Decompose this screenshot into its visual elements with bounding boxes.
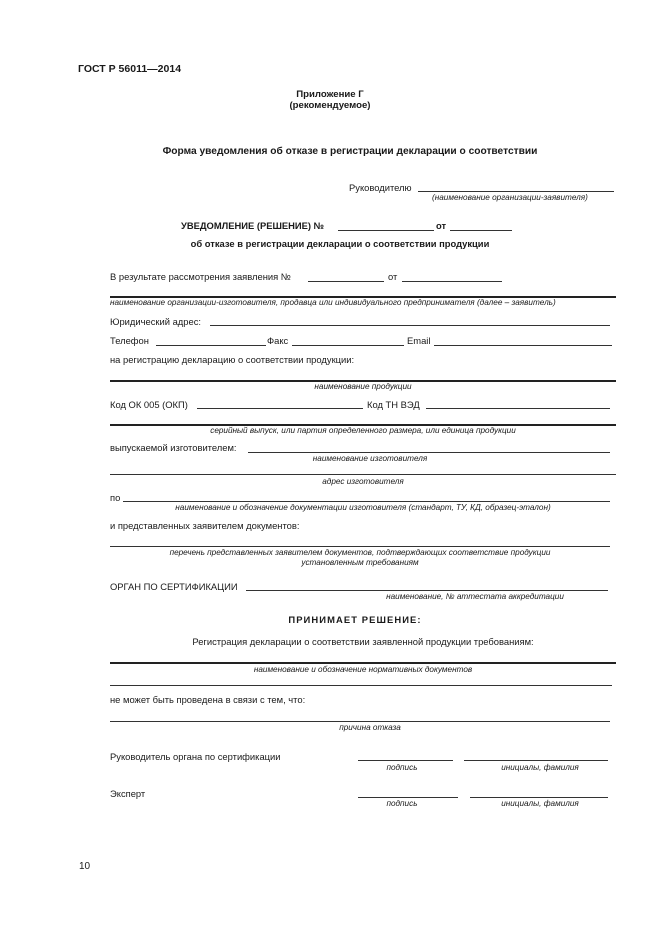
submitted-docs-line[interactable] bbox=[110, 546, 610, 547]
head-signature-line[interactable] bbox=[358, 760, 453, 761]
phone-label: Телефон bbox=[110, 335, 149, 346]
head-name-caption: инициалы, фамилия bbox=[501, 763, 579, 772]
email-label: Email bbox=[407, 335, 431, 346]
phone-line[interactable] bbox=[156, 345, 266, 346]
manufacturer-address-line[interactable] bbox=[110, 474, 616, 475]
docs-caption: наименование и обозначение документации изготовителя (стандарт, ТУ, КД, образец-эталон) bbox=[175, 503, 551, 512]
addressee-label: Руководителю bbox=[349, 182, 412, 193]
notice-date-line[interactable] bbox=[450, 230, 512, 231]
email-line[interactable] bbox=[434, 345, 612, 346]
applicant-caption: наименование организации-изготовителя, продавца или индивидуального предпринимателя (далее – заявитель) bbox=[110, 298, 556, 307]
cannot-text: не может быть проведена в связи с тем, что: bbox=[110, 694, 306, 705]
standard-number: ГОСТ Р 56011—2014 bbox=[78, 63, 182, 75]
fax-line[interactable] bbox=[292, 345, 404, 346]
application-date-line[interactable] bbox=[402, 281, 502, 282]
manufacturer-address-caption: адрес изготовителя bbox=[322, 477, 404, 486]
decision-registration-text: Регистрация декларации о соответствии заявленной продукции требованиям: bbox=[192, 636, 534, 647]
head-signature-caption: подпись bbox=[386, 763, 418, 772]
manufactured-label: выпускаемой изготовителем: bbox=[110, 442, 237, 453]
application-number-line[interactable] bbox=[308, 281, 384, 282]
submitted-caption-1: перечень представленных заявителем документов, подтверждающих соответствие продукции bbox=[169, 548, 551, 557]
legal-address-line[interactable] bbox=[210, 325, 610, 326]
tnved-line[interactable] bbox=[426, 408, 610, 409]
notice-title: УВЕДОМЛЕНИЕ (РЕШЕНИЕ) № bbox=[181, 220, 325, 231]
okp-line[interactable] bbox=[197, 408, 363, 409]
product-caption: наименование продукции bbox=[314, 382, 412, 391]
expert-signature-caption: подпись bbox=[386, 799, 418, 808]
norm-docs-line[interactable] bbox=[110, 662, 616, 664]
legal-address-label: Юридический адрес: bbox=[110, 316, 201, 327]
okp-label: Код ОК 005 (ОКП) bbox=[110, 399, 188, 410]
docs-line[interactable] bbox=[123, 501, 610, 502]
submitted-caption-2: установленным требованиям bbox=[301, 558, 419, 567]
addressee-line[interactable] bbox=[418, 191, 614, 192]
decision-heading: ПРИНИМАЕТ РЕШЕНИЕ: bbox=[288, 614, 422, 625]
review-from: от bbox=[388, 271, 398, 282]
submitted-label: и представленных заявителем документов: bbox=[110, 520, 300, 531]
expert-label: Эксперт bbox=[110, 788, 146, 799]
notice-subtitle: об отказе в регистрации декларации о соответствии продукции bbox=[190, 238, 490, 249]
expert-signature-line[interactable] bbox=[358, 797, 458, 798]
page-number: 10 bbox=[79, 861, 91, 872]
registration-label: на регистрацию декларацию о соответствии продукции: bbox=[110, 354, 355, 365]
expert-name-line[interactable] bbox=[470, 797, 608, 798]
by-label: по bbox=[110, 492, 121, 503]
addressee-caption: (наименование организации-заявителя) bbox=[432, 193, 588, 202]
annex-subtitle: (рекомендуемое) bbox=[289, 100, 371, 111]
tnved-label: Код ТН ВЭД bbox=[367, 399, 420, 410]
notice-from: от bbox=[436, 220, 447, 231]
reason-caption: причина отказа bbox=[339, 723, 401, 732]
cert-body-line[interactable] bbox=[246, 590, 608, 591]
form-title: Форма уведомления об отказе в регистрации декларации о соответствии bbox=[162, 146, 538, 157]
fax-label: Факс bbox=[267, 335, 289, 346]
annex-title: Приложение Г bbox=[296, 89, 364, 100]
review-label: В результате рассмотрения заявления № bbox=[110, 271, 291, 282]
head-name-line[interactable] bbox=[464, 760, 608, 761]
head-label: Руководитель органа по сертификации bbox=[110, 751, 281, 762]
norm-docs-line-2[interactable] bbox=[110, 685, 612, 686]
manufacturer-line[interactable] bbox=[248, 452, 610, 453]
cert-body-label: ОРГАН ПО СЕРТИФИКАЦИИ bbox=[110, 581, 238, 592]
expert-name-caption: инициалы, фамилия bbox=[501, 799, 579, 808]
cert-body-caption: наименование, № аттестата аккредитации bbox=[386, 592, 564, 601]
norm-docs-caption: наименование и обозначение нормативных документов bbox=[253, 665, 473, 674]
reason-line[interactable] bbox=[110, 721, 610, 722]
serial-caption: серийный выпуск, или партия определенного размера, или единица продукции bbox=[210, 426, 516, 435]
manufacturer-caption: наименование изготовителя bbox=[312, 454, 428, 463]
notice-number-line[interactable] bbox=[338, 230, 434, 231]
